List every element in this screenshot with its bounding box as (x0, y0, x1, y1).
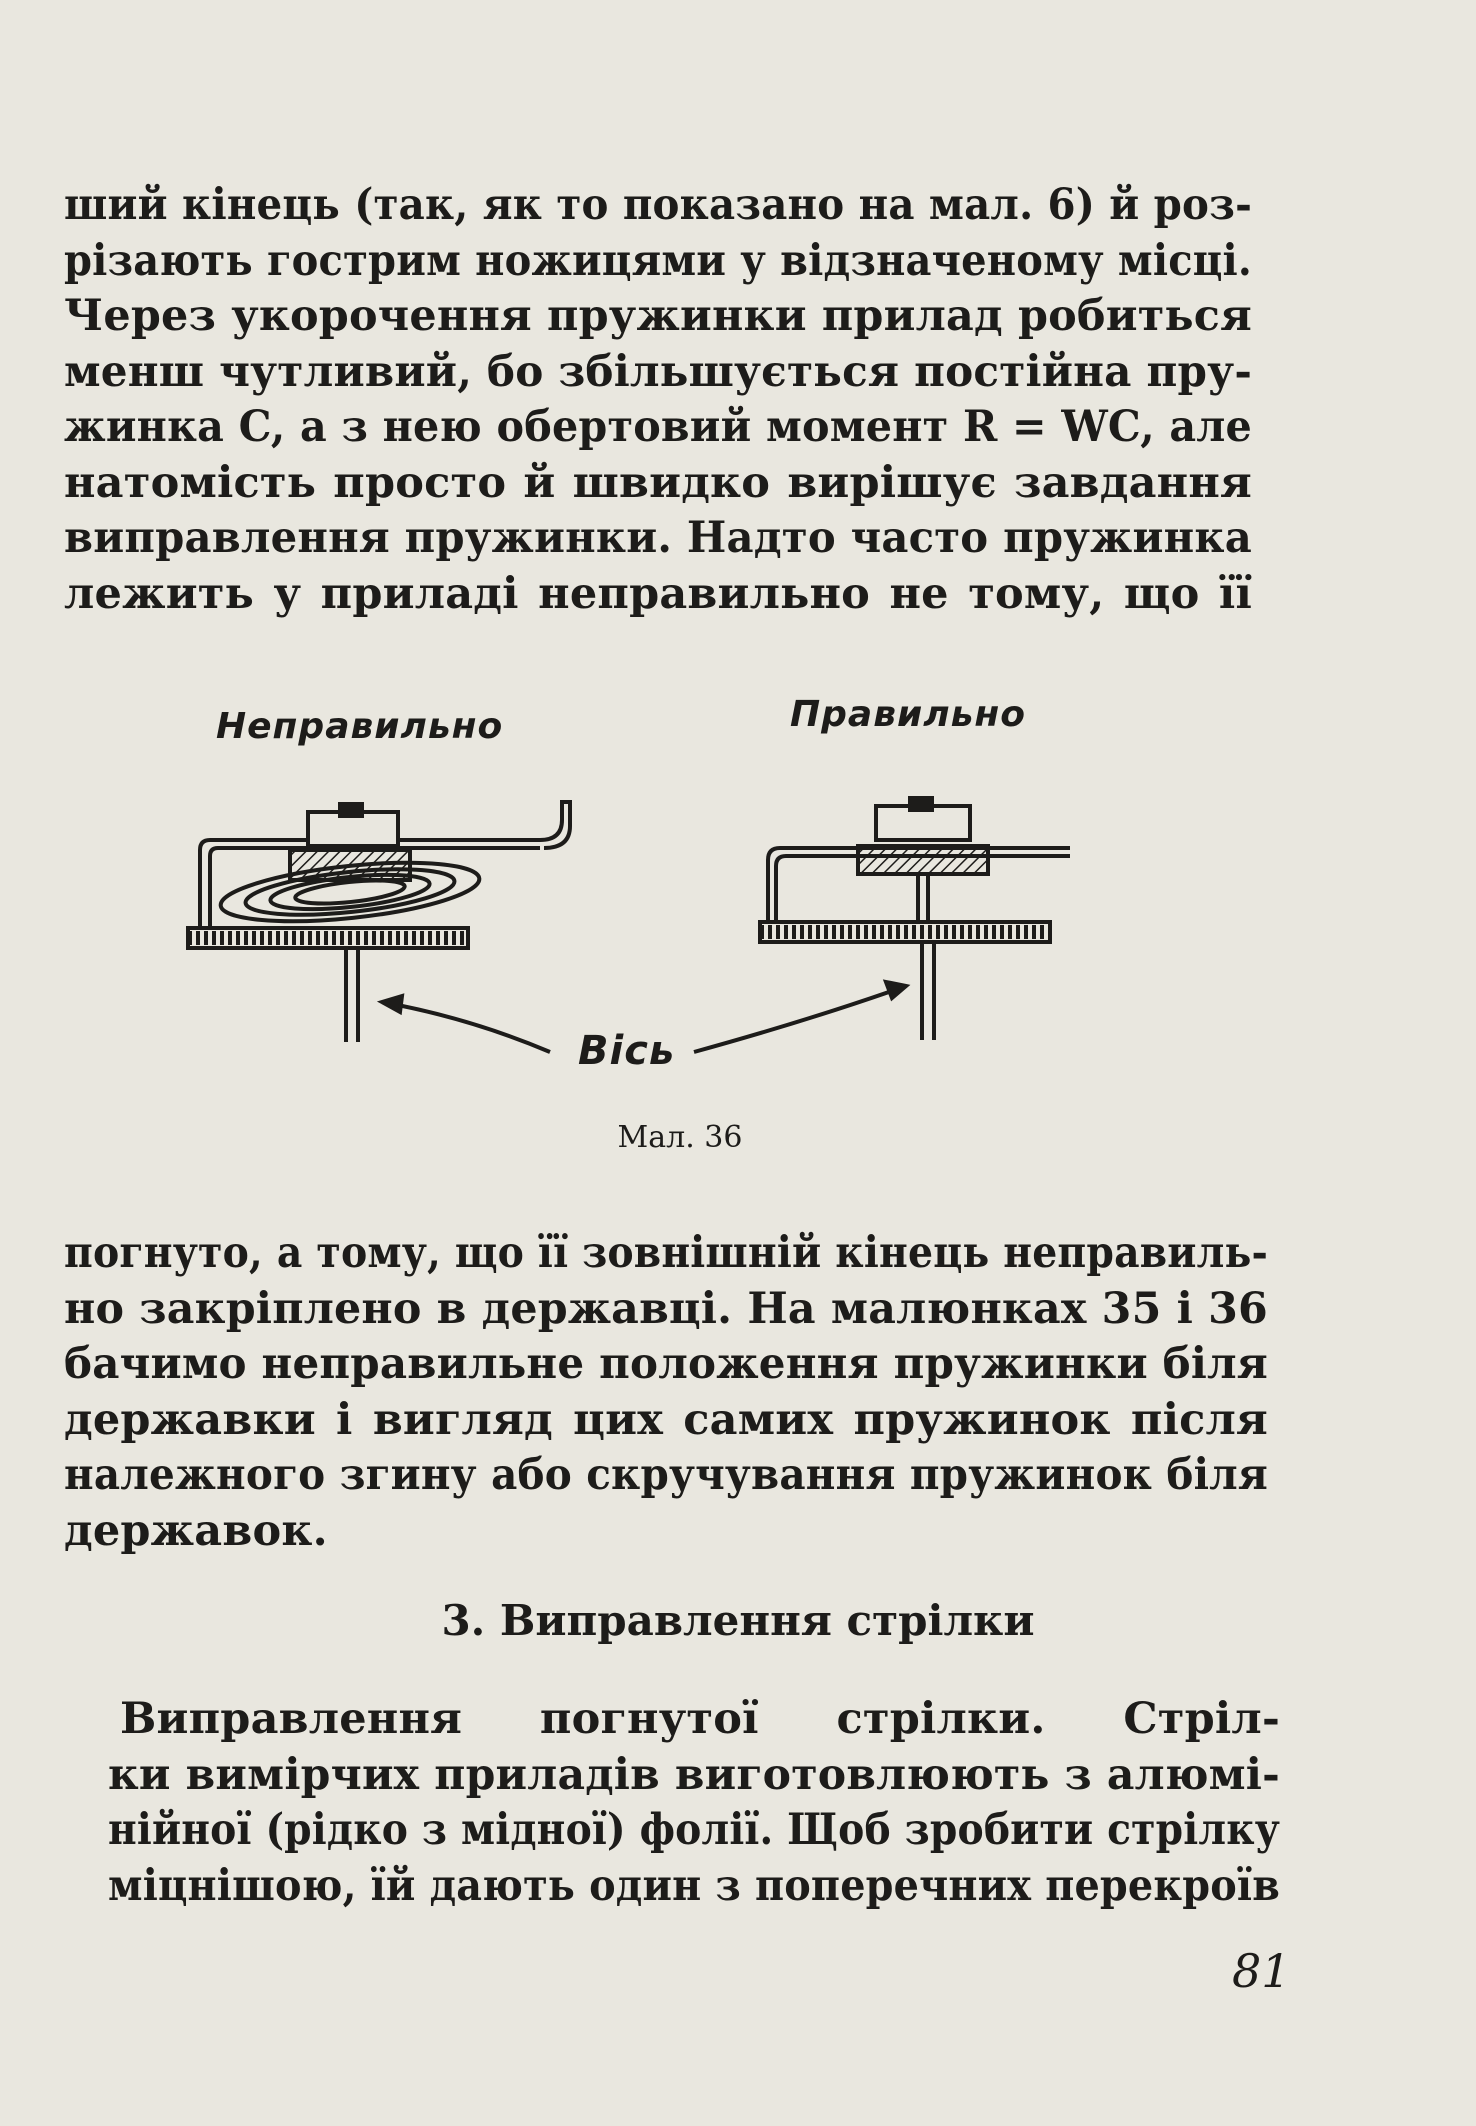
text-line: різають гострим ножицями у відзначеному місці. (64, 235, 1252, 286)
paragraph-top (64, 178, 1252, 622)
text-line: міцнішою, їй дають один з поперечних перекроїв (108, 1860, 1280, 1911)
text-line: Виправлення погнутої стрілки. Стріл- (120, 1694, 1280, 1744)
text-line: лежить у приладі неправильно не тому, що її (64, 568, 1252, 619)
text-line: ки вимірчих приладів виготовлюють з алюмі- (108, 1749, 1280, 1800)
text-line: ший кінець (так, як то показано на мал. 6) й роз- (64, 180, 1252, 230)
text-line: виправлення пружинки. Надто часто пружинка (64, 513, 1252, 563)
correct-spring-drawing (760, 798, 1070, 1040)
label-axis: Вісь (578, 1028, 676, 1074)
section-heading: 3. Виправлення стрілки (441, 1596, 1035, 1645)
text-line: державки і вигляд цих самих пружинок після (64, 1394, 1268, 1445)
figure-caption: Мал. 36 (617, 1120, 743, 1155)
text-line: нійної (рідко з мідної) фолії. Щоб зробити стрілку (108, 1805, 1280, 1855)
text-line: жинка C, а з нею обертовий момент R = WC, але (64, 402, 1252, 452)
text-line: натомість просто й швидко вирішує завдання (64, 457, 1252, 508)
text-line: державок. (64, 1505, 328, 1556)
label-correct: Правильно (790, 694, 1026, 735)
text-line: Через укорочення пружинки прилад робиться (64, 291, 1252, 341)
paragraph-bottom (108, 1692, 1280, 1914)
label-incorrect: Неправильно (216, 706, 504, 747)
text-line: но закріплено в державці. На малюнках 35 і 36 (64, 1283, 1268, 1334)
paragraph-middle (64, 1226, 1268, 1559)
text-line: менш чутливий, бо збільшується постійна пру- (64, 346, 1252, 397)
page-number: 81 (1232, 1944, 1291, 1998)
incorrect-spring-drawing (188, 802, 570, 1042)
text-line: погнуто, а тому, що її зовнішній кінець неправиль- (64, 1228, 1268, 1278)
text-line: бачимо неправильне положення пружинки біля (64, 1339, 1268, 1389)
text-line: належного згину або скручування пружинок біля (64, 1450, 1268, 1500)
